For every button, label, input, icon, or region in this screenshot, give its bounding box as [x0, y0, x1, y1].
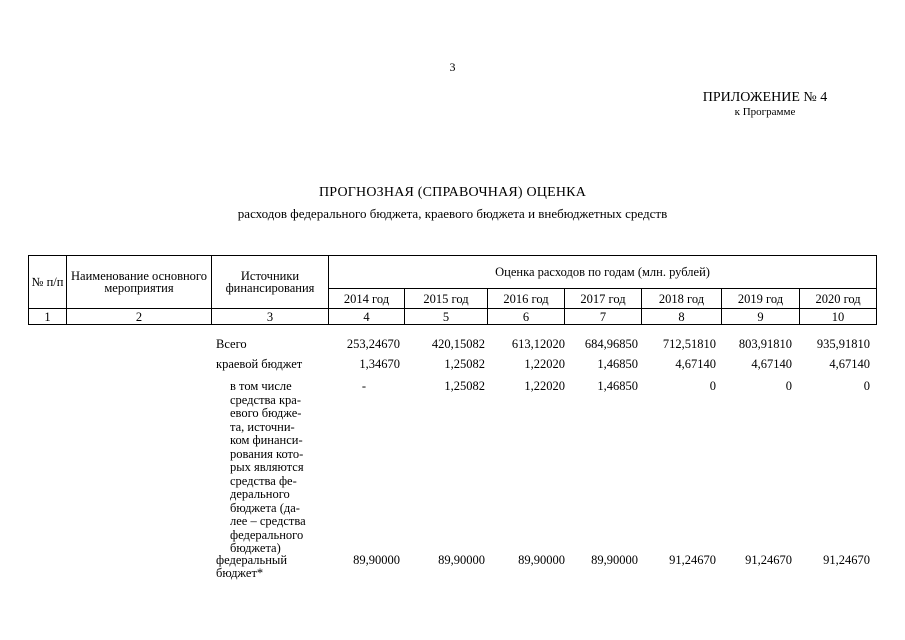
header-year: 2014 год: [329, 289, 405, 309]
header-year: 2018 год: [642, 289, 722, 309]
row-value: 4,67140: [751, 357, 792, 371]
row-value: 91,24670: [669, 553, 716, 567]
row-value: 91,24670: [823, 553, 870, 567]
header-year: 2015 год: [405, 289, 488, 309]
row-value: 89,90000: [438, 553, 485, 567]
row-value: 1,25082: [444, 357, 485, 371]
header-year: 2016 год: [488, 289, 565, 309]
row-value: 89,90000: [518, 553, 565, 567]
row-value: 935,91810: [816, 337, 870, 351]
row-value: 0: [863, 379, 870, 393]
row-value: 420,15082: [431, 337, 485, 351]
column-number: 2: [67, 309, 212, 325]
column-number: 8: [642, 309, 722, 325]
column-number: 9: [722, 309, 800, 325]
row-source: краевой бюджет: [216, 357, 303, 371]
header-num: № п/п: [29, 256, 67, 309]
row-value: 613,12020: [511, 337, 565, 351]
row-source: федеральный бюджет*: [216, 553, 288, 580]
column-number: 10: [800, 309, 877, 325]
header-year: 2020 год: [800, 289, 877, 309]
column-number: 4: [329, 309, 405, 325]
row-value: 89,90000: [353, 553, 400, 567]
row-value: 712,51810: [662, 337, 716, 351]
row-value: 91,24670: [745, 553, 792, 567]
column-number: 1: [29, 309, 67, 325]
row-value: 1,25082: [444, 379, 485, 393]
header-year: 2019 год: [722, 289, 800, 309]
header-name: Наименование основного мероприятия: [67, 256, 212, 309]
header-estimate: Оценка расходов по годам (млн. рублей): [329, 256, 877, 289]
row-value: 1,46850: [597, 379, 638, 393]
column-number: 3: [212, 309, 329, 325]
estimate-table-header: [28, 255, 877, 325]
column-number: 6: [488, 309, 565, 325]
appendix-line-2: к Программе: [734, 106, 796, 118]
page-number: 3: [449, 60, 456, 74]
row-value: 684,96850: [584, 337, 638, 351]
row-source: Всего: [216, 337, 247, 351]
header-source: Источники финансирования: [212, 256, 329, 309]
row-value: 253,24670: [346, 337, 400, 351]
row-value: 4,67140: [675, 357, 716, 371]
row-value: 803,91810: [738, 337, 792, 351]
row-value: 89,90000: [591, 553, 638, 567]
column-number: 5: [405, 309, 488, 325]
row-value: 0: [709, 379, 716, 393]
row-value: 1,46850: [597, 357, 638, 371]
document-subtitle: расходов федерального бюджета, краевого бюджета и внебюджетных средств: [237, 206, 668, 221]
row-value: -: [361, 379, 367, 393]
row-value: 1,22020: [524, 357, 565, 371]
header-year: 2017 год: [565, 289, 642, 309]
row-value: 1,34670: [359, 357, 400, 371]
row-value: 1,22020: [524, 379, 565, 393]
appendix-line-1: ПРИЛОЖЕНИЕ № 4: [702, 90, 828, 105]
row-source: в том числе средства кра- евого бюдже- та, источни- ком финанси- рования кото- рых являются средства фе- дерального бюджета (да- лее – средства федерального бюджета): [230, 379, 306, 555]
document-title: ПРОГНОЗНАЯ (СПРАВОЧНАЯ) ОЦЕНКА: [318, 185, 587, 200]
column-number: 7: [565, 309, 642, 325]
appendix-label: [700, 90, 830, 118]
row-value: 4,67140: [829, 357, 870, 371]
row-value: 0: [785, 379, 792, 393]
